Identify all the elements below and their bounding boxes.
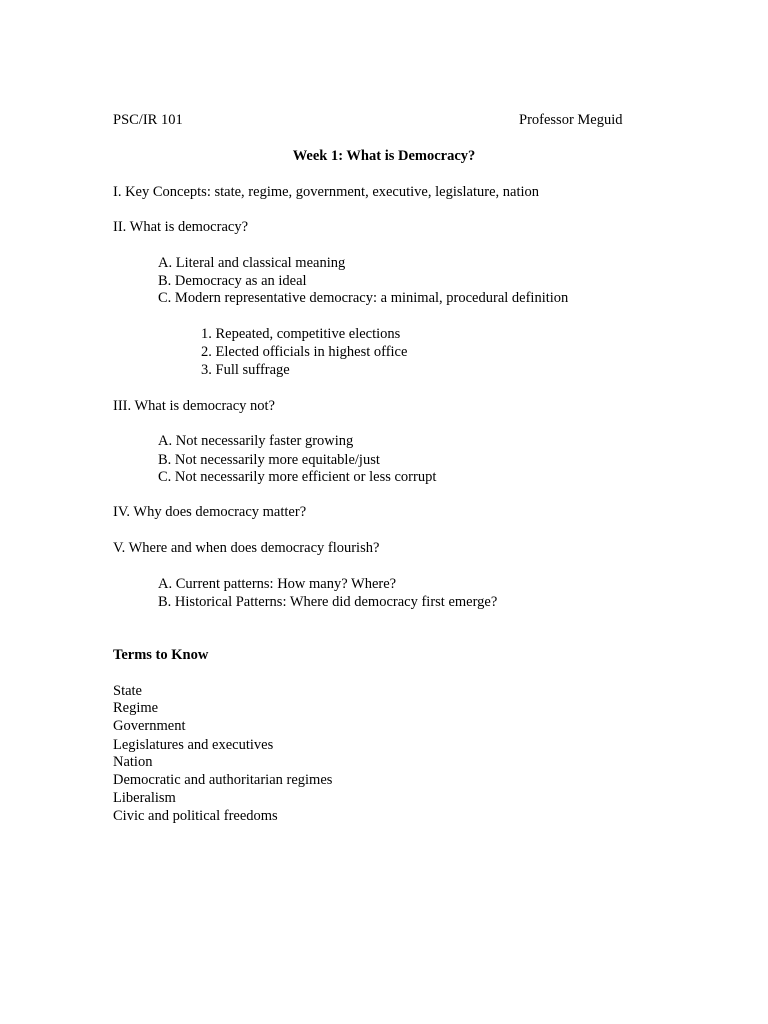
list-item: 2. Elected officials in highest office: [201, 344, 408, 360]
section-key-concepts: I. Key Concepts: state, regime, government, executive, legislature, nation: [113, 184, 540, 200]
list-item: A. Literal and classical meaning: [158, 255, 346, 271]
term-item: State: [113, 683, 142, 699]
list-item: B. Not necessarily more equitable/just: [158, 452, 380, 468]
list-item: B. Historical Patterns: Where did democracy first emerge?: [158, 594, 498, 610]
course-code: PSC/IR 101: [113, 112, 183, 128]
terms-heading: Terms to Know: [113, 647, 209, 663]
section-what-is-democracy: II. What is democracy?: [113, 219, 249, 235]
term-item: Civic and political freedoms: [113, 808, 278, 824]
list-item: C. Not necessarily more efficient or less corrupt: [158, 469, 437, 485]
term-item: Liberalism: [113, 790, 176, 806]
list-item: C. Modern representative democracy: a minimal, procedural definition: [158, 290, 569, 306]
list-item: A. Not necessarily faster growing: [158, 433, 354, 449]
list-item: 3. Full suffrage: [201, 362, 290, 378]
page-title: Week 1: What is Democracy?: [292, 148, 476, 164]
term-item: Legislatures and executives: [113, 737, 274, 753]
term-item: Nation: [113, 754, 153, 770]
list-item: 1. Repeated, competitive elections: [201, 326, 401, 342]
list-item: B. Democracy as an ideal: [158, 273, 307, 289]
section-why-democracy-matters: IV. Why does democracy matter?: [113, 504, 307, 520]
term-item: Democratic and authoritarian regimes: [113, 772, 333, 788]
term-item: Government: [113, 718, 186, 734]
term-item: Regime: [113, 700, 159, 716]
section-what-is-democracy-not: III. What is democracy not?: [113, 398, 275, 414]
list-item: A. Current patterns: How many? Where?: [158, 576, 397, 592]
professor-name: Professor Meguid: [519, 112, 623, 128]
section-where-democracy-flourishes: V. Where and when does democracy flourish?: [113, 540, 380, 556]
